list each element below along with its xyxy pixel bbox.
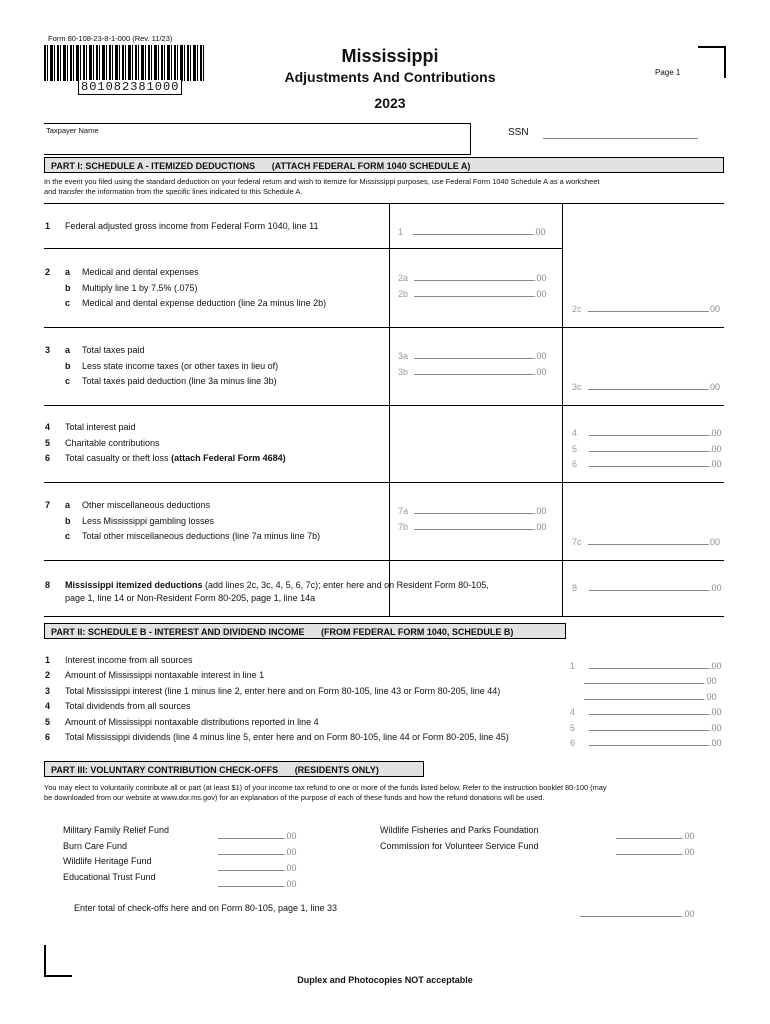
field-line-5-label: 5 [572, 444, 578, 454]
part3-intro [44, 783, 724, 803]
ssn-field[interactable] [543, 138, 698, 139]
taxpayer-name-label: Taxpayer Name [46, 126, 99, 135]
part1-grid [44, 203, 724, 617]
field-line-8-cents: .00 [709, 583, 722, 593]
p2-field-line-2[interactable] [570, 674, 717, 686]
part3-note: (RESIDENTS ONLY) [294, 765, 379, 775]
part1-note: (ATTACH FEDERAL FORM 1040 SCHEDULE A) [271, 161, 471, 171]
field-line-1[interactable] [398, 225, 546, 237]
part3-intro-line2: be downloaded from our website at www.dor.ms.gov) for an explanation of the purpose of each of these funds and how the refund donations will be used. [44, 793, 545, 802]
field-wildlife-fisheries[interactable] [616, 829, 695, 841]
line-3-number: 3 [45, 345, 51, 355]
fund-volunteer-service: Commission for Volunteer Service Fund [380, 841, 539, 851]
p2-field-line-4[interactable] [570, 705, 722, 717]
part3-header [44, 761, 424, 777]
line-2c-letter: c [65, 298, 71, 308]
field-line-6[interactable] [572, 457, 722, 469]
field-line-2c-label: 2c [572, 304, 582, 314]
field-line-7b[interactable] [398, 520, 547, 532]
field-line-4[interactable] [572, 426, 722, 438]
part2-title: PART II: SCHEDULE B - INTEREST AND DIVIDEND INCOME [51, 627, 305, 637]
field-line-5[interactable] [572, 442, 722, 454]
field-line-3c[interactable] [572, 380, 720, 392]
line-7c-text: Total other miscellaneous deductions (line 7a minus line 7b) [82, 531, 321, 541]
part3-intro-line1: You may elect to voluntarily contribute all or part (at least $1) of your income tax refund to one or more of the funds listed below. Refer to the instruction booklet 80-100 (may [44, 783, 607, 792]
field-line-7c[interactable] [572, 535, 720, 547]
field-line-5-cents: .00 [709, 444, 722, 454]
field-volunteer-cents: .00 [682, 847, 695, 857]
field-line-3a-label: 3a [398, 351, 409, 361]
form-title: Adjustments And Contributions [284, 69, 496, 85]
p2-field-3-cents: .00 [704, 692, 717, 702]
p2-line-1-number: 1 [45, 655, 51, 665]
line-2-number: 2 [45, 267, 51, 277]
line-4-number: 4 [45, 422, 51, 432]
field-burn-cents: .00 [284, 847, 297, 857]
p2-line-2-number: 2 [45, 670, 51, 680]
field-line-7c-cents: .00 [707, 537, 721, 547]
line-5-text: Charitable contributions [65, 438, 160, 448]
p2-line-3-text: Total Mississippi interest (line 1 minus line 2, enter here and on Form 80-105, line 43 or Form 80-205, line 44) [65, 686, 501, 696]
p2-line-2-text: Amount of Mississippi nontaxable interest in line 1 [65, 670, 265, 680]
field-line-6-label: 6 [572, 459, 578, 469]
fund-wildlife-heritage: Wildlife Heritage Fund [63, 856, 152, 866]
field-line-8-label: 8 [572, 583, 578, 593]
field-educational-trust[interactable] [218, 877, 297, 889]
field-line-7c-label: 7c [572, 537, 582, 547]
field-line-1-cents: .00 [533, 227, 546, 237]
corner-mark-bottom-left [44, 945, 72, 977]
part1-intro-line2: and transfer the information from the specific lines indicated to this Schedule A. [44, 187, 303, 196]
p2-field-4-label: 4 [570, 707, 576, 717]
line-3c-letter: c [65, 376, 71, 386]
line-8-text-bold: Mississippi itemized deductions [65, 580, 203, 590]
p2-field-5-cents: .00 [709, 723, 722, 733]
p2-field-line-5[interactable] [570, 721, 722, 733]
line-3b-letter: b [65, 361, 71, 371]
part1-header [44, 157, 724, 173]
line-7b-letter: b [65, 516, 71, 526]
fund-wildlife-fisheries: Wildlife Fisheries and Parks Foundation [380, 825, 539, 835]
p2-line-4-number: 4 [45, 701, 51, 711]
field-line-6-cents: .00 [709, 459, 722, 469]
line-2c-text: Medical and dental expense deduction (line 2a minus line 2b) [82, 298, 327, 308]
field-military-family[interactable] [218, 829, 297, 841]
field-line-2a[interactable] [398, 271, 547, 283]
field-line-7a[interactable] [398, 504, 547, 516]
field-line-3b[interactable] [398, 365, 547, 377]
field-line-2b-label: 2b [398, 289, 409, 299]
field-line-3b-label: 3b [398, 367, 409, 377]
p2-field-4-cents: .00 [709, 707, 722, 717]
field-line-7a-cents: .00 [534, 506, 547, 516]
barcode-number: 801082381000 [78, 80, 182, 95]
checkoff-total-label: Enter total of check-offs here and on Form 80-105, page 1, line 33 [74, 903, 337, 913]
line-1-number: 1 [45, 221, 51, 231]
field-military-cents: .00 [284, 831, 297, 841]
p2-field-1-cents: .00 [709, 661, 722, 671]
line-8-number: 8 [45, 580, 51, 590]
field-line-7b-label: 7b [398, 522, 409, 532]
field-line-8[interactable] [572, 581, 722, 593]
taxpayer-name-box[interactable] [44, 123, 471, 155]
p2-field-5-label: 5 [570, 723, 576, 733]
p2-field-line-1[interactable] [570, 659, 722, 671]
line-8-text-rest: (add lines 2c, 3c, 4, 5, 6, 7c); enter here and on Resident Form 80-105, [205, 580, 489, 590]
line-2b-text: Multiply line 1 by 7.5% (.075) [82, 283, 198, 293]
p2-line-6-number: 6 [45, 732, 51, 742]
line-6-text-main: Total casualty or theft loss [65, 453, 169, 463]
field-wildlife-heritage-cents: .00 [284, 863, 297, 873]
line-8-text [65, 580, 489, 590]
tax-year: 2023 [374, 95, 406, 111]
part3-title: PART III: VOLUNTARY CONTRIBUTION CHECK-OFFS [51, 765, 279, 775]
field-total-cents: .00 [682, 909, 695, 919]
line-8-text-2: page 1, line 14 or Non-Resident Form 80-205, page 1, line 14a [65, 593, 316, 603]
line-7a-text: Other miscellaneous deductions [82, 500, 211, 510]
p2-line-4-text: Total dividends from all sources [65, 701, 191, 711]
field-line-2c[interactable] [572, 302, 720, 314]
line-3c-text: Total taxes paid deduction (line 3a minus line 3b) [82, 376, 277, 386]
part2-note: (FROM FEDERAL FORM 1040, SCHEDULE B) [321, 627, 514, 637]
line-4-text: Total interest paid [65, 422, 136, 432]
corner-mark-top-right [698, 46, 726, 78]
field-line-3a[interactable] [398, 349, 547, 361]
field-line-2b-cents: .00 [534, 289, 547, 299]
line-7b-text: Less Mississippi gambling losses [82, 516, 215, 526]
line-5-number: 5 [45, 438, 51, 448]
p2-field-line-3[interactable] [570, 690, 717, 702]
p2-line-5-text: Amount of Mississippi nontaxable distributions reported in line 4 [65, 717, 319, 727]
field-volunteer-service[interactable] [616, 845, 695, 857]
line-6-number: 6 [45, 453, 51, 463]
line-7-number: 7 [45, 500, 51, 510]
p2-field-line-6[interactable] [570, 736, 722, 748]
field-line-1-label: 1 [398, 227, 404, 237]
field-line-2a-label: 2a [398, 273, 409, 283]
line-2b-letter: b [65, 283, 71, 293]
p2-line-3-number: 3 [45, 686, 51, 696]
ssn-label: SSN [508, 127, 529, 138]
fund-military-family: Military Family Relief Fund [63, 825, 170, 835]
field-burn-care[interactable] [218, 845, 297, 857]
footer-notice: Duplex and Photocopies NOT acceptable [297, 975, 473, 985]
field-line-2a-cents: .00 [534, 273, 547, 283]
part2-header [44, 623, 566, 639]
field-line-2c-cents: .00 [707, 304, 721, 314]
field-line-3b-cents: .00 [534, 367, 547, 377]
p2-line-1-text: Interest income from all sources [65, 655, 193, 665]
field-line-7a-label: 7a [398, 506, 409, 516]
field-line-4-label: 4 [572, 428, 578, 438]
line-3b-text: Less state income taxes (or other taxes in lieu of) [82, 361, 279, 371]
field-wildlife-heritage[interactable] [218, 861, 297, 873]
line-2a-letter: a [65, 267, 71, 277]
field-line-2b[interactable] [398, 287, 547, 299]
p2-field-6-label: 6 [570, 738, 576, 748]
p2-line-5-number: 5 [45, 717, 51, 727]
field-checkoff-total[interactable] [580, 907, 695, 919]
line-6-text [65, 453, 286, 463]
part1-intro-line1: In the event you filed using the standard deduction on your federal return and wish to itemize for Mississippi purposes, use Federal Form 1040 Schedule A as a worksheet [44, 177, 600, 186]
field-line-3c-cents: .00 [707, 382, 721, 392]
field-fisheries-cents: .00 [682, 831, 695, 841]
line-6-text-bold: (attach Federal Form 4684) [171, 453, 286, 463]
line-3a-text: Total taxes paid [82, 345, 145, 355]
field-line-3a-cents: .00 [534, 351, 547, 361]
form-number: Form 80-108-23-8-1-000 (Rev. 11/23) [48, 34, 173, 43]
line-7c-letter: c [65, 531, 71, 541]
line-2a-text: Medical and dental expenses [82, 267, 199, 277]
part1-intro [44, 177, 724, 197]
line-1-text: Federal adjusted gross income from Federal Form 1040, line 11 [65, 221, 319, 231]
field-line-7b-cents: .00 [534, 522, 547, 532]
p2-field-2-cents: .00 [704, 676, 717, 686]
p2-field-1-label: 1 [570, 661, 576, 671]
field-line-3c-label: 3c [572, 382, 582, 392]
p2-field-6-cents: .00 [709, 738, 722, 748]
fund-burn-care: Burn Care Fund [63, 841, 128, 851]
fund-educational-trust: Educational Trust Fund [63, 872, 156, 882]
part1-title: PART I: SCHEDULE A - ITEMIZED DEDUCTIONS [51, 161, 256, 171]
state-title: Mississippi [341, 46, 439, 66]
field-line-4-cents: .00 [709, 428, 722, 438]
title-block [250, 46, 530, 111]
line-3a-letter: a [65, 345, 71, 355]
line-7a-letter: a [65, 500, 71, 510]
field-educational-cents: .00 [284, 879, 297, 889]
p2-line-6-text: Total Mississippi dividends (line 4 minus line 5, enter here and on Form 80-105, line 44 or Form 80-205, line 45) [65, 732, 509, 742]
page-number: Page 1 [655, 68, 681, 77]
barcode [44, 45, 204, 81]
